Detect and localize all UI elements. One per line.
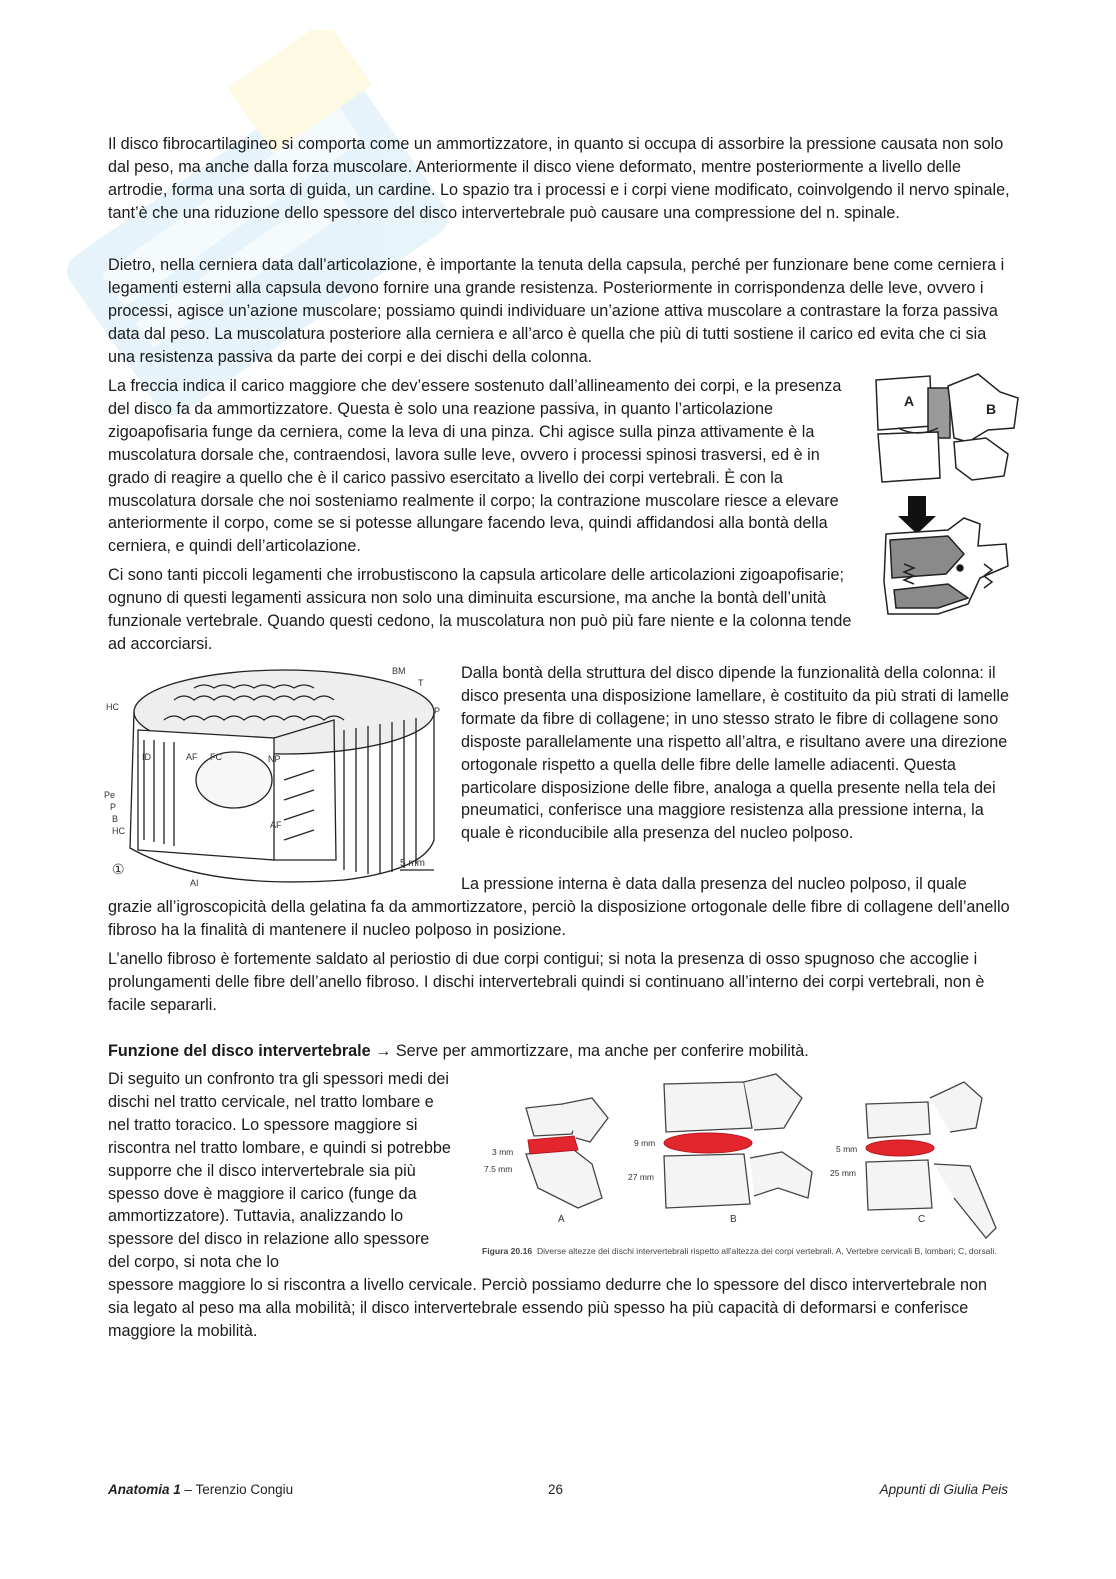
paragraph-arrow-load: La freccia indica il carico maggiore che dev’essere sostenuto dall’allineamento dei corpi, e la presenza del disco fa da ammortizzatore. Questa è solo una reazione passiva, in quanto l’articolazione zigoapofisaria funge da cerniera, come la leva di una pinza. Chi agisce sulla pinza attivamente è la muscolatura dorsale che, contraendosi, lavora sulle leve, ovvero i processi spinosi trasversi, ed è in grado di reagire a quello che è il carico passivo esercitato a livello dei corpi vertebrali. È con la muscolatura dorsale che noi sosteniamo realmente il corpo; la contrazione muscolare riesce a elevare anteriormente il corpo, come se si potesse allungare facendo leva, quindi affidandosi alla bontà della cerniera, e quindi dell’articolazione.: [108, 377, 842, 556]
meas-a2: 7.5 mm: [484, 1164, 513, 1174]
meas-c1: 5 mm: [836, 1144, 858, 1154]
paragraph-thickness-conclusion: spessore maggiore lo si riscontra a livello cervicale. Perciò possiamo dedurre che lo spessore del disco intervertebrale non sia legato al peso ma alla mobilità; il disco intervertebrale essendo più spesso ha più capacità di deformarsi e conferisce maggiore la mobilità.: [108, 1276, 988, 1340]
meas-a1: 3 mm: [492, 1147, 514, 1157]
fig2-label-hc2: HC: [112, 826, 125, 836]
fig3-label-b: B: [730, 1214, 737, 1225]
fig2-number: ①: [112, 861, 125, 877]
caption-bold: Figura 20.16: [482, 1246, 533, 1256]
fig2-label-p: P: [434, 706, 441, 716]
disc-height-figure: [482, 1068, 1008, 1268]
paragraph-thickness-comparison: Di seguito un confronto tra gli spessori medi dei dischi nel tratto cervicale, nel tratto lombare e nel tratto toracico. Lo spessore maggiore si riscontra nel tratto lombare, e quindi si potrebbe supporre che il disco intervertebrale sia più spesso dove è maggiore il carico (funge da ammortizzatore). Tuttavia, analizzando lo spessore del disco in relazione allo spessore del corpo, si nota che lo: [108, 1070, 451, 1272]
fig2-scale: 5 mm: [400, 858, 425, 869]
paragraph-disc-shock-absorber: Il disco fibrocartilagineo si comporta come un ammortizzatore, in quanto si occupa di assorbire la pressione causata non solo dal peso, ma anche dalla forza muscolare. Anteriormente il disco viene deformato, mentre posteriormente a livello delle artrodie, forma una sorta di guida, un cardine. Lo spazio tra i processi e i corpi viene modificato, coinvolgendo il nervo spinale, tant’è che una riduzione dello spessore del disco intervertebrale può causare una compressione del n. spinale.: [108, 135, 1010, 222]
fig2-label-af: AF: [186, 752, 198, 762]
heading-rest: Serve per ammortizzare, ma anche per conferire mobilità.: [395, 1042, 809, 1060]
load-arrow-icon: [898, 496, 936, 534]
arrow-icon: →: [375, 1042, 392, 1060]
paragraph-lamellar-structure: Dalla bontà della struttura del disco dipende la funzionalità della colonna: il disco presenta una disposizione lamellare, è costituito da più strati di lamelle formate da fibre di collagene; in uno stesso strato le fibre di collagene sono disposte parallelamente una rispetto all’altra, e risultano avere una direzione ortogonale rispetto a quella delle fibre delle lamelle adiacenti. Questa particolare disposizione delle fibre, analoga a quella presente nella tela dei pneumatici, conferisce una maggiore resistenza alla pressione interna, la quale è riconducibile alla presenza del nucleo polposo.: [461, 664, 1009, 843]
fig2-label-id: ID: [142, 752, 151, 762]
figure1-label-a: A: [904, 393, 915, 409]
fig2-label-ai: AI: [190, 878, 199, 888]
disc-structure-figure: [104, 660, 444, 892]
meas-b2: 27 mm: [628, 1172, 654, 1182]
paragraph-hinge-capsule: Dietro, nella cerniera data dall’articolazione, è importante la tenuta della capsula, perché per funzionare bene come cerniera i legamenti esterni alla capsula devono fornire una grande resistenza. Posteriormente in corrispondenza delle leve, ovvero i processi, agisce un’azione muscolare; possiamo quindi individuare un’azione attiva muscolare a contrastare la forza passiva data dal peso. La muscolatura posteriore alla cerniera e all’arco è quella che più di tutti sostiene il carico ed evita che ci sia una resistenza passiva da parte dei corpi e dei dischi della colonna.: [108, 256, 1005, 366]
meas-c2: 25 mm: [830, 1168, 856, 1178]
meas-b1: 9 mm: [634, 1138, 656, 1148]
fig2-label-t: T: [418, 678, 424, 688]
fig2-label-pe: Pe: [104, 790, 116, 800]
fig2-label-fc: FC: [210, 752, 222, 762]
caption-text: Diverse altezze dei dischi intervertebrali rispetto all'altezza dei corpi vertebrali. A, Vertebre cervicali B, lombari; C, dorsali.: [536, 1246, 997, 1256]
fig2-label-af2: AF: [270, 820, 282, 830]
paragraph-ligaments: Ci sono tanti piccoli legamenti che irrobustiscono la capsula articolare delle articolazioni zigoapofisarie; ognuno di questi legamenti assicura non solo una diminuita escursione, ma anche la bontà dell’unità funzionale vertebrale. Quando questi cedono, la muscolatura non può più fare niente e la colonna tende ad accorciarsi.: [108, 566, 852, 653]
footer-left: [108, 1482, 293, 1497]
fig2-label-np: NP: [268, 754, 281, 764]
vertebrae-ab-diagram: [876, 374, 1018, 482]
paragraph-internal-pressure-end: grazie all’igroscopicità della gelatina fa da ammortizzatore, perciò la disposizione ortogonale delle fibre di collagene dell’anello fibroso ha la finalità di mantenere il nucleo polposo in posizione.: [108, 898, 1010, 939]
fig3-label-c: C: [918, 1214, 926, 1225]
vertebra-hinge-figure: [868, 368, 1028, 628]
paragraph-internal-pressure-start: La pressione interna è data dalla presenza del nucleo polposo, il quale: [461, 875, 967, 893]
footer-right: Appunti di Giulia Peis: [879, 1482, 1008, 1497]
footer-title: Anatomia 1: [108, 1482, 181, 1497]
fig2-label-bm: BM: [392, 666, 406, 676]
vertebrae-lever-diagram: [884, 518, 1008, 614]
fig2-label-b: B: [112, 814, 119, 824]
section-heading: [108, 1040, 1010, 1063]
heading-bold: Funzione del disco intervertebrale: [108, 1042, 371, 1060]
figure1-label-b: B: [986, 401, 997, 417]
page-number: 26: [548, 1482, 564, 1497]
fig3-label-a: A: [558, 1214, 565, 1225]
footer-author: – Terenzio Congiu: [180, 1482, 294, 1497]
fig2-label-p2: P: [110, 802, 117, 812]
paragraph-anulus-fibrosus: L’anello fibroso è fortemente saldato al periostio di due corpi contigui; si nota la presenza di osso spugnoso che accoglie i prolungamenti delle fibre dell’anello fibroso. I dischi intervertebrali quindi si continuano all’interno dei corpi vertebrali, non è facile separarli.: [108, 950, 985, 1014]
fig2-label-hc: HC: [106, 702, 119, 712]
figure-caption: [482, 1246, 1006, 1257]
